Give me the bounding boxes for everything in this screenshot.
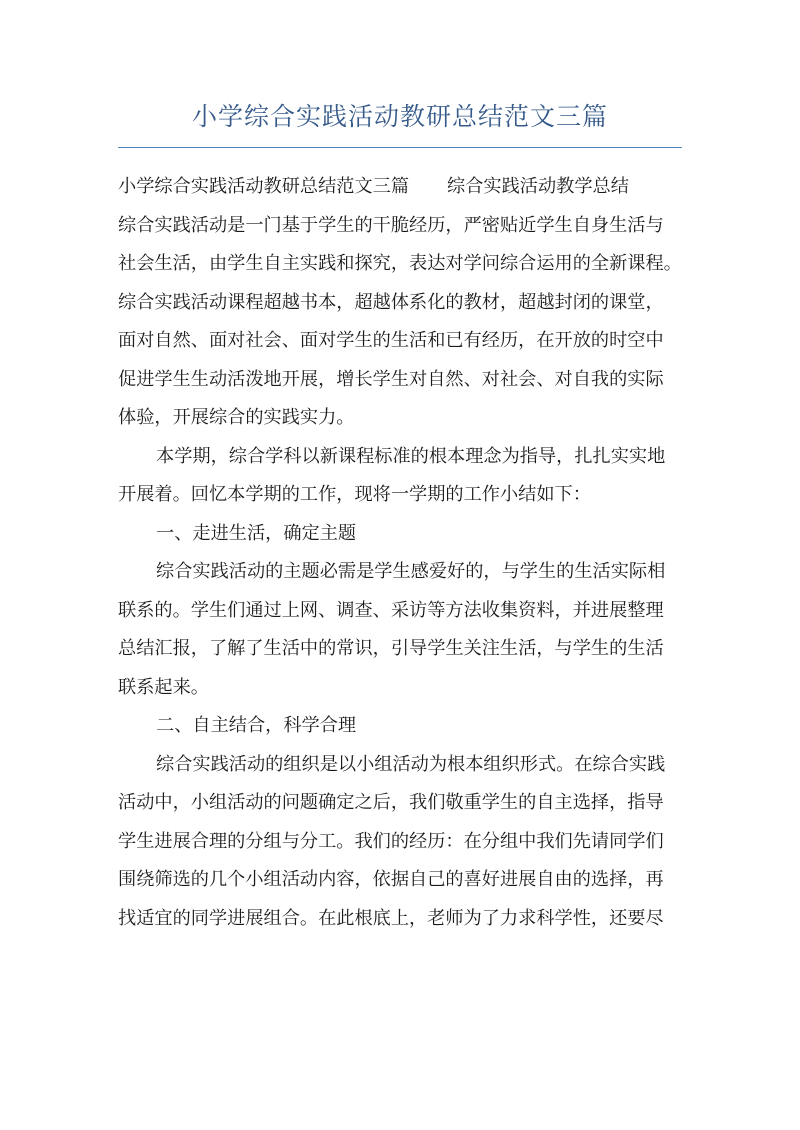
body-line: 围绕筛选的几个小组活动内容，依据自己的喜好进展自由的选择，再: [118, 869, 664, 890]
title-divider: [118, 147, 682, 148]
body-line-segment: 综合实践活动教学总结: [447, 176, 629, 197]
body-line: 社会生活，由学生自主实践和探究，表达对学问综合运用的全新课程。: [118, 253, 682, 274]
body-line: 学生进展合理的分组与分工。我们的经历：在分组中我们先请同学们: [118, 830, 664, 852]
body-line-segment: 小学综合实践活动教研总结范文三篇: [118, 176, 410, 197]
body-line: 总结汇报，了解了生活中的常识，引导学生关注生活，与学生的生活: [118, 638, 664, 659]
body-line: 开展着。回忆本学期的工作，现将一学期的工作小结如下：: [118, 484, 591, 505]
document-title: 小学综合实践活动教研总结范文三篇: [191, 102, 608, 131]
body-line: [118, 168, 682, 207]
body-line: 综合实践活动的主题必需是学生感爱好的，与学生的生活实际相: [156, 561, 666, 582]
body-line: 联系起来。: [118, 676, 209, 698]
body-line: 找适宜的同学进展组合。在此根底上，老师为了力求科学性，还要尽: [118, 907, 664, 929]
body-line: 一、走进生活，确定主题: [156, 522, 357, 544]
body-line: 综合实践活动的组织是以小组活动为根本组织形式。在综合实践: [156, 753, 666, 775]
body-line: 面对自然、面对社会、面对学生的生活和已有经历，在开放的时空中: [118, 330, 664, 351]
body-line: 联系的。学生们通过上网、调查、采访等方法收集资料，并进展整理: [118, 599, 664, 621]
body-line: 本学期，综合学科以新课程标准的根本理念为指导，扎扎实实地: [156, 445, 666, 467]
body-line: 体验，开展综合的实践实力。: [118, 407, 355, 428]
body-line: 综合实践活动是一门基于学生的干脆经历，严密贴近学生自身生活与: [118, 214, 664, 236]
body-line: 活动中，小组活动的问题确定之后，我们敬重学生的自主选择，指导: [118, 792, 664, 813]
body-line: 综合实践活动课程超越书本，超越体系化的教材，超越封闭的课堂，: [118, 291, 664, 313]
document-body: [118, 168, 682, 938]
body-line: 促进学生生动活泼地开展，增长学生对自然、对社会、对自我的实际: [118, 368, 664, 390]
body-line: 二、自主结合，科学合理: [156, 715, 357, 736]
